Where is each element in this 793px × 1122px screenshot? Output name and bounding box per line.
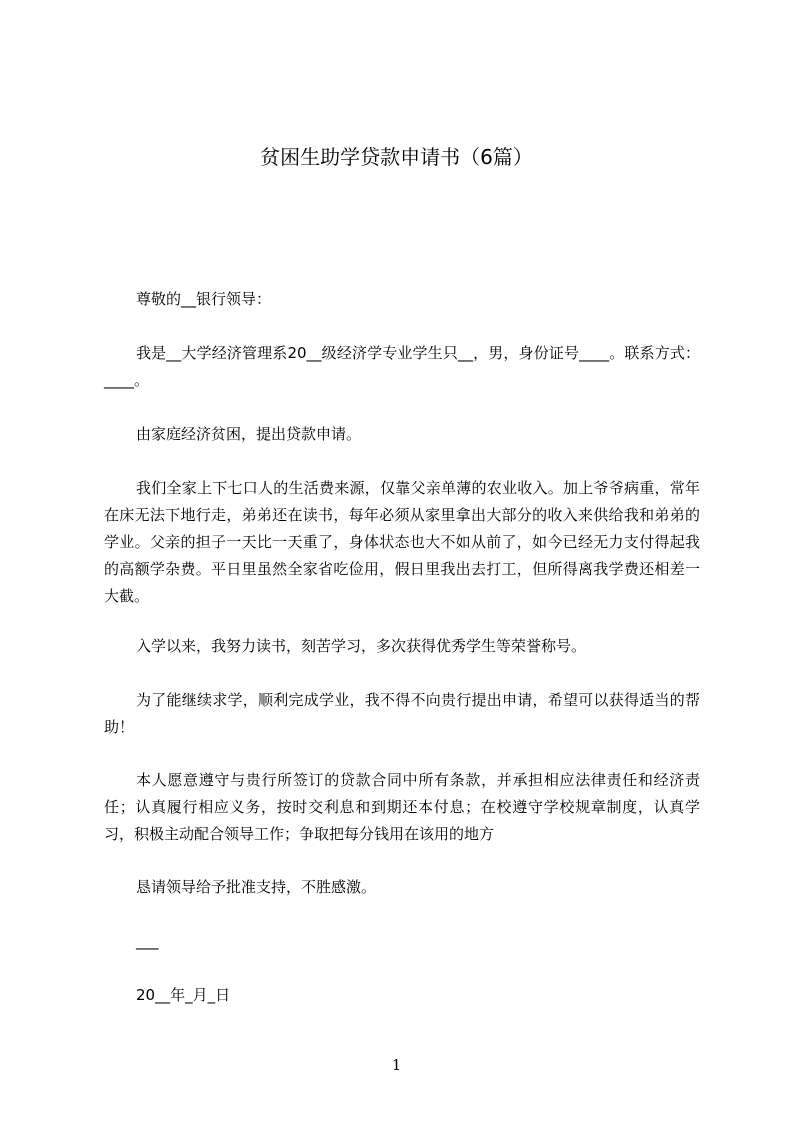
request-paragraph: 为了能继续求学，顺利完成学业，我不得不向贵行提出申请，希望可以获得适当的帮助！ xyxy=(104,691,700,736)
applicant-info-paragraph: 我是__大学经济管理系20__级经济学专业学生只__，男，身份证号____。联系方式：____。 xyxy=(104,344,700,389)
reason-paragraph: 由家庭经济贫困，提出贷款申请。 xyxy=(136,425,362,443)
closing-paragraph: 恳请领导给予批准支持，不胜感激。 xyxy=(136,878,377,896)
date-line: 20__年_月_日 xyxy=(136,986,231,1004)
family-situation-paragraph: 我们全家上下七口人的生活费来源，仅靠父亲单薄的农业收入。加上爷爷病重，常年在床无法下地行走，弟弟还在读书，每年必须从家里拿出大部分的收入来供给我和弟弟的学业。父亲的担子一天比一天重了，身体状态也大不如从前了，如今已经无力支付得起我的高额学杂费。平日里虽然全家省吃俭用，假日里我出去打工，但所得离我学费还相差一大截。 xyxy=(104,479,700,605)
study-performance-paragraph: 入学以来，我努力读书，刻苦学习，多次获得优秀学生等荣誉称号。 xyxy=(136,637,587,655)
commitment-paragraph: 本人愿意遵守与贵行所签订的贷款合同中所有条款，并承担相应法律责任和经济责任；认真履行相应义务，按时交利息和到期还本付息；在校遵守学校规章制度，认真学习，积极主动配合领导工作；争取把每分钱用在该用的地方 xyxy=(104,771,700,843)
salutation: 尊敬的__银行领导： xyxy=(136,290,272,308)
signature-line: ___ xyxy=(136,932,159,950)
page-number: 1 xyxy=(391,1056,402,1074)
document-title: 贫困生助学贷款申请书（6篇） xyxy=(260,145,533,169)
